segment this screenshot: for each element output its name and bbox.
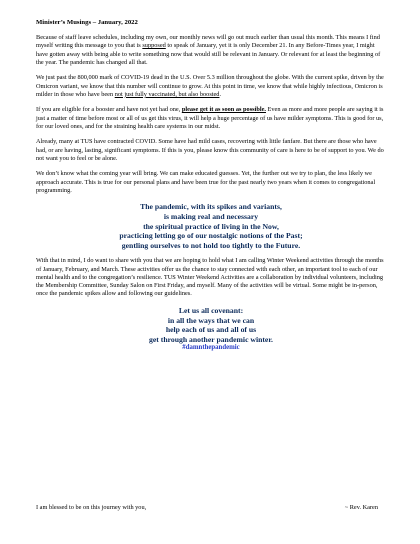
page-title: Minister’s Musings – January, 2022 [36,19,138,26]
paragraph-booster [36,106,386,131]
paragraph-coming-year: We don’t know what the coming year will bring. We can make educated guesses. Yet, the further out we try to plan, the less likely we approach accurate. This is true for our personal plans and have been true for the past nearly two years when it comes to congregational programming. [36,170,376,194]
newsletter-page [36,18,386,353]
callout-line: is making real and necessary [163,212,259,222]
paragraph-text: Even as more and more people are saying it is just a matter of time before most or all of us get this virus, it will help a huge percentage of us have milder symptoms. This is good for us, for our loved ones, and for the straining health care systems in our midst. [36,106,384,130]
covenant-line: help each of us and all of us [165,325,257,335]
paragraph-winter-weekend: With that in mind, I do want to share with you that we are hoping to hold what I am calling Winter Weekend activities through the months of January, February, and March. These activities offer us the chance to stay connected with each other, an important tool to each of our mental health and to the congregation’s resilience. TUS Winter Weekend Activities are a collaboration by individual volunteers, including the Membership Committee, Sunday Salon on First Friday, and myself. Many of the activities will be virtual. Some might be in-person, once the pandemic spikes allow and following our guidelines. [36,257,384,298]
callout-line: practicing letting go of our nostalgic notions of the Past; [119,231,303,241]
underlined-bold-text: please get it as soon as possible. [181,106,266,114]
paragraph-tus-cases: Already, many at TUS have contracted COVID. Some have had mild cases, recovering with little fanfare. But there are those who have had, or are having, lasting, significant symptoms. If this is you, please know this community of care is here to be of support to you. We do not want you to feel or be alone. [36,138,384,162]
hashtag-link[interactable]: #damnthepandemic [182,344,240,352]
paragraph-text: to speak of January, yet it is only December 21. In any Before-Times year, I might have gotten away with being able to write something now that would still be relevant in January. Or relevant for at least the beginning of the year. The pandemic has changed all that. [36,42,381,66]
underlined-text: not just fully vaccinated, but also boosted [114,90,220,98]
signoff [36,504,386,512]
paragraph-staff-leave [36,34,386,67]
covenant-line: Let us all covenant: [178,306,244,315]
paragraph-text: We just past the 800,000 mark of COVID-19 dead in the U.S. Over 5.3 million throughout the globe. With the current spike, driven by the Omicron variant, we know that this number will continue to grow. At this point in time, we know that while highly infectious, Omicron is milder in those who have been [36,74,384,98]
paragraph-text: Because of staff leave schedules, including my own, our monthly news will go out much earlier than usual this month. This means I find myself writing this message to you that is [36,34,380,50]
paragraph-text: If you are eligible for a booster and have not yet had one, [36,106,182,114]
paragraph-text: . [219,90,222,98]
covenant-line: in all the ways that we can [167,315,255,325]
paragraph-covid-stats [36,74,386,99]
covenant-callout [36,306,386,353]
pandemic-callout [36,202,386,250]
covenant-line: get through another pandemic winter. [149,334,273,344]
callout-line: The pandemic, with its spikes and variants, [140,202,282,212]
underlined-text: supposed [142,42,166,50]
signoff-signature: ~ Rev. Karen [344,504,378,511]
callout-line: gentling ourselves to not hold too tightly to the Future. [121,240,301,250]
callout-line: the spiritual practice of living in the Now, [143,221,279,231]
signoff-text: I am blessed to be on this journey with you, [36,504,147,511]
